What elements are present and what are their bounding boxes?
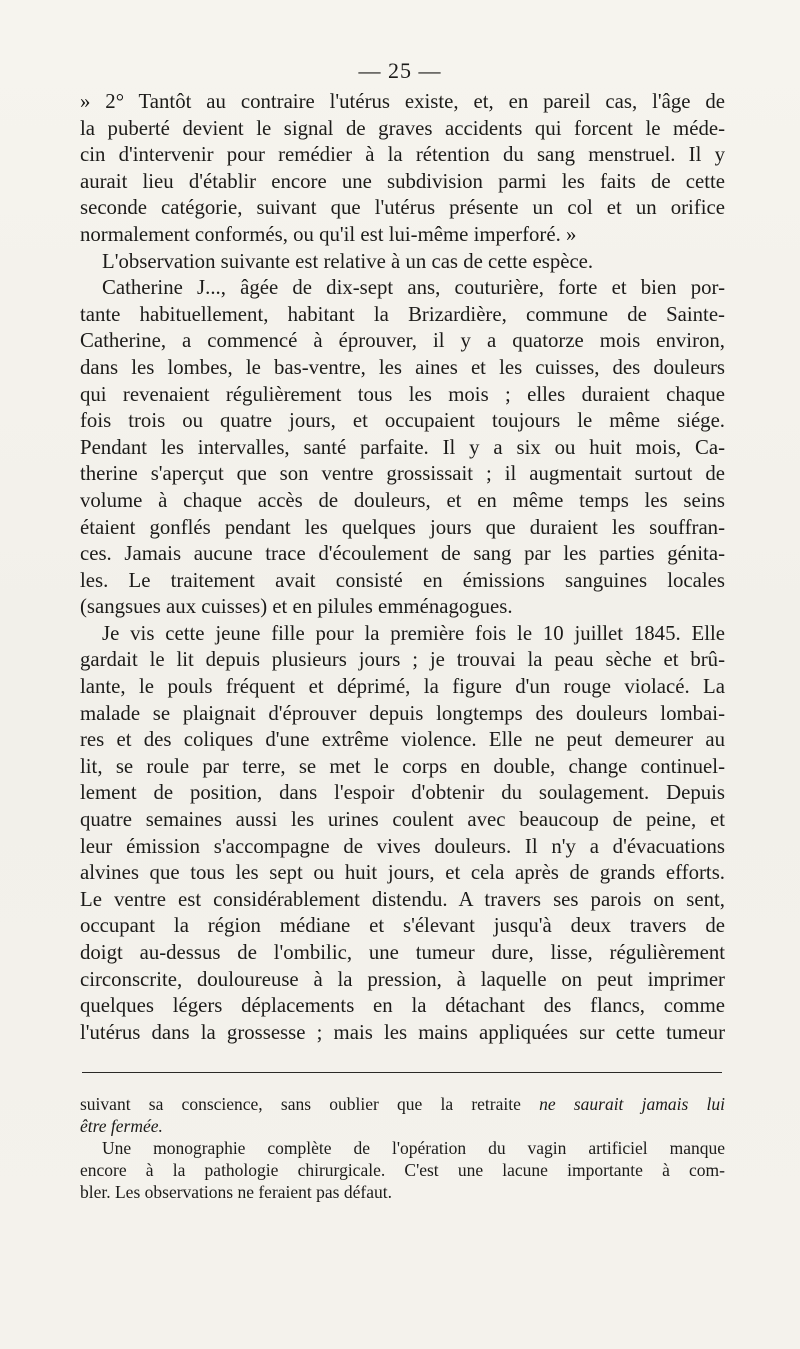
text-line: cin d'intervenir pour remédier à la rétention du sang menstruel. Il y [80, 143, 725, 167]
text-line: alvines que tous les sept ou huit jours, et cela après de grands efforts. [80, 861, 725, 885]
text-line: malade se plaignait d'éprouver depuis longtemps des douleurs lombai- [80, 701, 725, 725]
text-line: fois trois ou quatre jours, et occupaient toujours le même siége. [80, 409, 725, 433]
footnote-divider [82, 1072, 722, 1073]
text-line: Le ventre est considérablement distendu. A travers ses parois on sent, [80, 887, 725, 911]
footnote-line: encore à la pathologie chirurgicale. C'est une lacune importante à com- [80, 1160, 725, 1180]
text-line: volume à chaque accès de douleurs, et en même temps les seins [80, 488, 725, 512]
text-line: étaient gonflés pendant les quelques jours que duraient les souffran- [80, 515, 725, 539]
footnote-text: suivant sa conscience, sans oublier que la retraite [80, 1094, 540, 1114]
text-line: occupant la région médiane et s'élevant jusqu'à deux travers de [80, 914, 725, 938]
text-line: tante habituellement, habitant la Brizardière, commune de Sainte- [80, 302, 725, 326]
text-line: circonscrite, douloureuse à la pression, à laquelle on peut imprimer [80, 967, 725, 991]
page-number: — 25 — [358, 58, 442, 83]
text-line: leur émission s'accompagne de vives douleurs. Il n'y a d'évacuations [80, 834, 725, 858]
text-line: therine s'aperçut que son ventre grossissait ; il augmentait surtout de [80, 462, 725, 486]
text-line: lante, le pouls fréquent et déprimé, la figure d'un rouge violacé. La [80, 675, 725, 699]
footnote-line: être fermée. [80, 1116, 163, 1136]
footnote-line [80, 1093, 725, 1115]
footnote-line: bler. Les observations ne feraient pas défaut. [80, 1182, 392, 1202]
text-line: gardait le lit depuis plusieurs jours ; je trouvai la peau sèche et brû- [80, 648, 725, 672]
text-line: Catherine J..., âgée de dix-sept ans, couturière, forte et bien por- [102, 276, 725, 300]
footnote-italic-text: ne saurait jamais lui [539, 1094, 725, 1114]
text-line: Catherine, a commencé à éprouver, il y a quatorze mois environ, [80, 329, 725, 353]
text-line: aurait lieu d'établir encore une subdivision parmi les faits de cette [80, 169, 725, 193]
text-line: doigt au-dessus de l'ombilic, une tumeur dure, lisse, régulièrement [80, 941, 725, 964]
text-line: lement de position, dans l'espoir d'obtenir du soulagement. Depuis [80, 781, 725, 805]
text-line: ces. Jamais aucune trace d'écoulement de sang par les parties génita- [80, 542, 725, 566]
text-line: lit, se roule par terre, se met le corps en double, change continuel- [80, 754, 725, 778]
text-line: la puberté devient le signal de graves accidents qui forcent le méde- [80, 116, 725, 140]
text-line: l'utérus dans la grossesse ; mais les mains appliquées sur cette tumeur [80, 1020, 725, 1044]
text-line: (sangsues aux cuisses) et en pilules emménagogues. [80, 595, 513, 619]
footnote-line: Une monographie complète de l'opération du vagin artificiel manque [102, 1138, 725, 1158]
text-line: Pendant les intervalles, santé parfaite. Il y a six ou huit mois, Ca- [80, 435, 725, 459]
footnotes [80, 1093, 725, 1203]
text-line: Je vis cette jeune fille pour la première fois le 10 juillet 1845. Elle [102, 621, 725, 645]
text-line: dans les lombes, le bas-ventre, les aines et les cuisses, des douleurs [80, 355, 725, 379]
text-line: L'observation suivante est relative à un cas de cette espèce. [102, 249, 594, 273]
text-line: quelques légers déplacements en la détachant des flancs, comme [80, 994, 725, 1018]
text-line: » 2° Tantôt au contraire l'utérus existe, et, en pareil cas, l'âge de [80, 90, 725, 113]
main-text-body [80, 89, 725, 1046]
text-line: qui revenaient régulièrement tous les mois ; elles duraient chaque [80, 382, 725, 406]
text-line: quatre semaines aussi les urines coulent avec beaucoup de peine, et [80, 808, 725, 832]
text-line: les. Le traitement avait consisté en émissions sanguines locales [80, 568, 725, 592]
text-line: normalement conformés, ou qu'il est lui-même imperforé. » [80, 222, 577, 246]
text-line: seconde catégorie, suivant que l'utérus présente un col et un orifice [80, 196, 725, 220]
text-line: res et des coliques d'une extrême violence. Elle ne peut demeurer au [80, 728, 725, 752]
